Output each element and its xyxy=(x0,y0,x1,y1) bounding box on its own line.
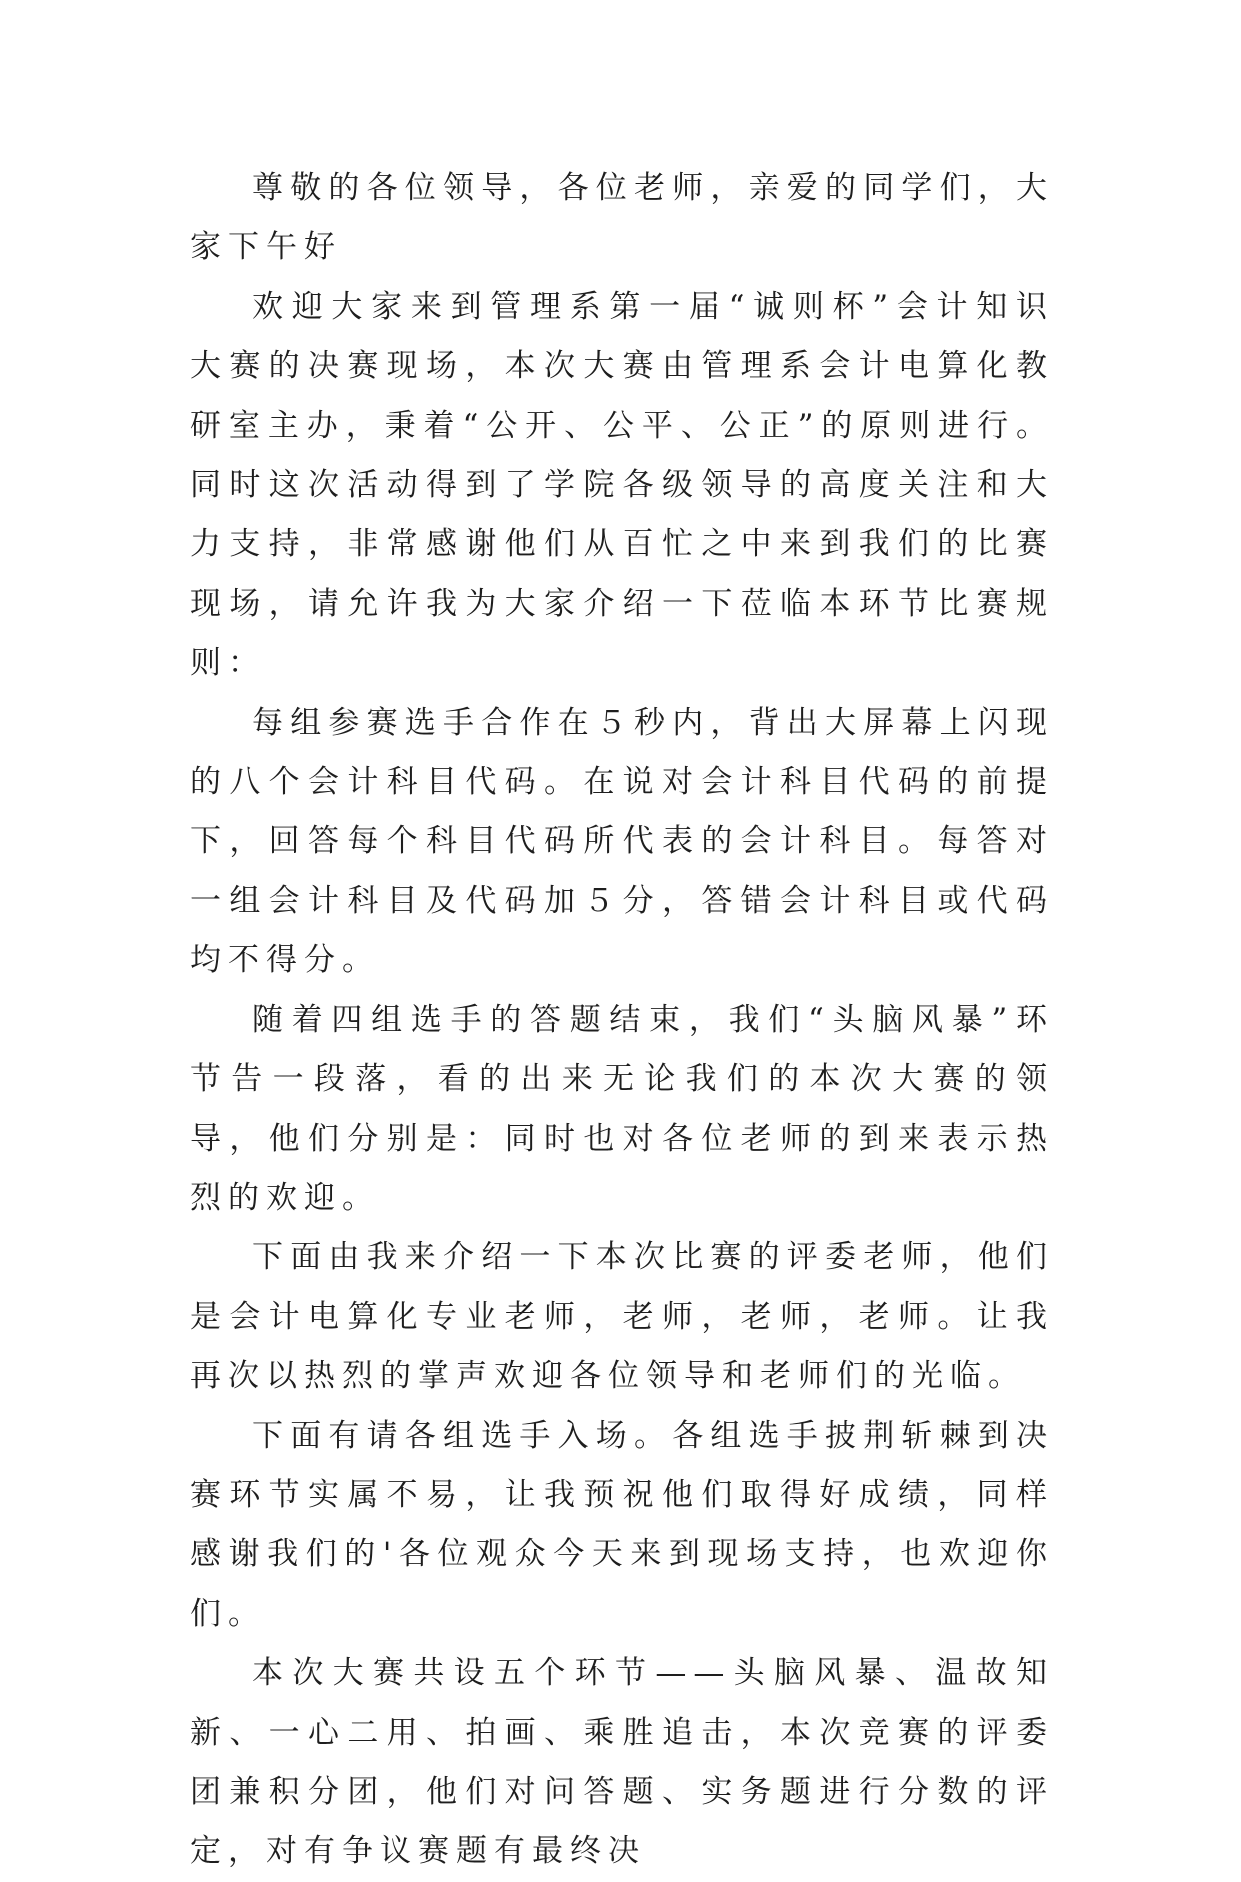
paragraph-rounds: 本次大赛共设五个环节——头脑风暴、温故知新、一心二用、拍画、乘胜追击，本次竞赛的评委团兼积分团，他们对问答题、实务题进行分数的评定，对有争议赛题有最终决 xyxy=(190,1655,1054,1870)
paragraph-welcome: 欢迎大家来到管理系第一届“诚则杯”会计知识大赛的决赛现场，本次大赛由管理系会计电算化教研室主办，秉着“公开、公平、公正”的原则进行。同时这次活动得到了学院各级领导的高度关注和大力支持，非常感谢他们从百忙之中来到我们的比赛现场，请允许我为大家介绍一下莅临本环节比赛规则： xyxy=(190,288,1054,682)
paragraph-round-end: 随着四组选手的答题结束，我们“头脑风暴”环节告一段落，看的出来无论我们的本次大赛的领导，他们分别是：同时也对各位老师的到来表示热烈的欢迎。 xyxy=(190,1001,1054,1216)
paragraph-contestants: 下面有请各组选手入场。各组选手披荆斩棘到决赛环节实属不易，让我预祝他们取得好成绩，同样感谢我们的'各位观众今天来到现场支持，也欢迎你们。 xyxy=(190,1417,1054,1632)
document-body xyxy=(190,159,1054,1882)
paragraph-judges: 下面由我来介绍一下本次比赛的评委老师，他们是会计电算化专业老师，老师，老师，老师。让我再次以热烈的掌声欢迎各位领导和老师们的光临。 xyxy=(190,1239,1054,1395)
paragraph-rules: 每组参赛选手合作在５秒内，背出大屏幕上闪现的八个会计科目代码。在说对会计科目代码的前提下，回答每个科目代码所代表的会计科目。每答对一组会计科目及代码加５分，答错会计科目或代码均不得分。 xyxy=(190,704,1054,979)
paragraph-greeting: 尊敬的各位领导，各位老师，亲爱的同学们，大家下午好 xyxy=(190,170,1054,266)
